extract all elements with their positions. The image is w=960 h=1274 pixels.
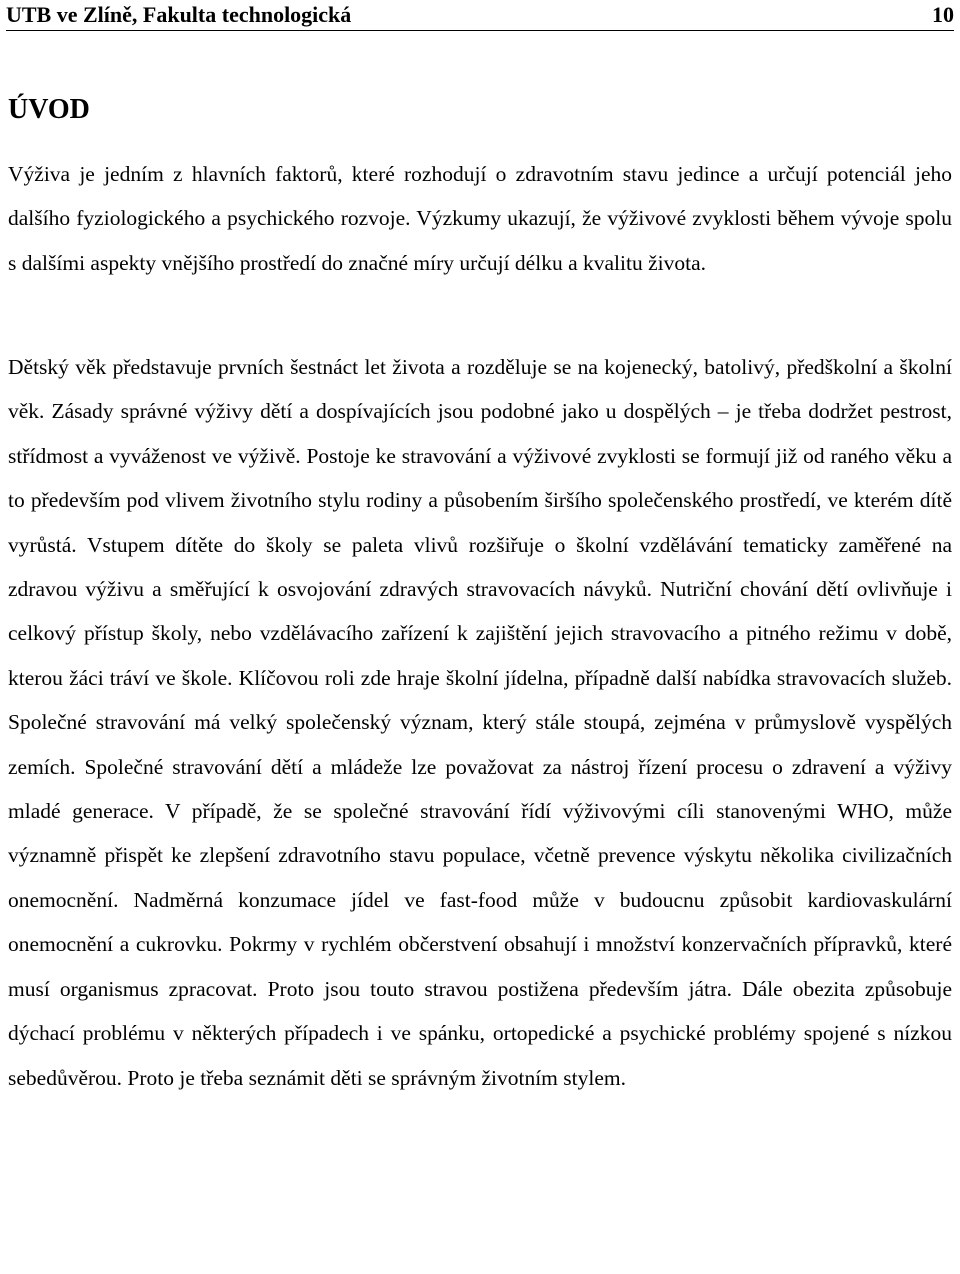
paragraph-childhood-nutrition: Dětský věk představuje prvních šestnáct let života a rozděluje se na kojenecký, batolivý, předškolní a školní věk. Zásady správné výživy dětí a dospívajících jsou podobné jako u dospělých – je třeba dodržet pestrost, střídmost a vyváženost ve výživě. Postoje ke stravování a výživové zvyklosti se formují již od raného věku a to především pod vlivem životního stylu rodiny a působením širšího společenského prostředí, ve kterém dítě vyrůstá. Vstupem dítěte do školy se paleta vlivů rozšiřuje o školní vzdělávání tematicky zaměřené na zdravou výživu a směřující k osvojování zdravých stravovacích návyků. Nutriční chování dětí ovlivňuje i celkový přístup školy, nebo vzdělávacího zařízení k zajištění jejich stravovacího a pitného režimu v době, kterou žáci tráví ve škole. Klíčovou roli zde hraje školní jídelna, případně další nabídka stravovacích služeb. Společné stravování má velký společenský význam, který stále stoupá, zejména v průmyslově vyspělých zemích. Společné stravování dětí a mládeže lze považovat za nástroj řízení procesu o zdravení a výživy mladé generace. V případě, že se společné stravování řídí výživovými cíli stanovenými WHO, může významně přispět ke zlepšení zdravotního stavu populace, včetně prevence výskytu několika civilizačních onemocnění. Nadměrná konzumace jídel ve fast-food může v budoucnu způsobit kardiovaskulární onemocnění a cukrovku. Pokrmy v rychlém občerstvení obsahují i množství konzervačních přípravků, které musí organismus zpracovat. Proto jsou touto stravou postižena především játra. Dále obezita způsobuje dýchací problému v některých případech i ve spánku, ortopedické a psychické problémy spojené s nízkou sebedůvěrou. Proto je třeba seznámit děti se správným životním stylem.: [8, 355, 952, 1090]
chapter-title: ÚVOD: [8, 94, 90, 125]
page-number: 10: [932, 2, 954, 27]
paragraph-intro: Výživa je jedním z hlavních faktorů, které rozhodují o zdravotním stavu jedince a určují potenciál jeho dalšího fyziologického a psychického rozvoje. Výzkumy ukazují, že výživové zvyklosti během vývoje spolu s dalšími aspekty vnějšího prostředí do značné míry určují délku a kvalitu života.: [8, 162, 952, 275]
running-header: [6, 0, 954, 31]
header-institution: UTB ve Zlíně, Fakultа technologická: [6, 2, 352, 27]
